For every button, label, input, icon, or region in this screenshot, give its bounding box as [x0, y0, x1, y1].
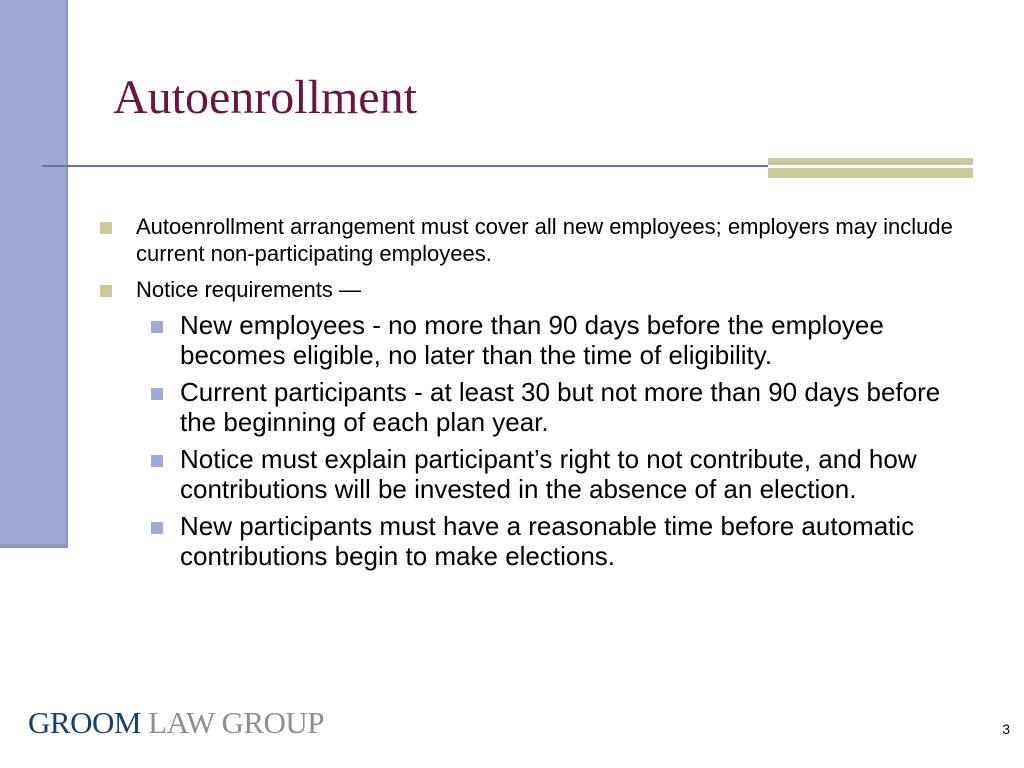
- title-divider-accent: [768, 158, 973, 178]
- square-bullet-icon: [151, 321, 163, 333]
- bullet-text: Autoenrollment arrangement must cover all new employees; employers may include current non-participating employees.: [136, 214, 953, 266]
- sub-bullet-current-participants: [96, 377, 976, 437]
- square-bullet-icon: [100, 222, 112, 234]
- square-bullet-icon: [151, 522, 163, 534]
- sub-bullet-notice-content: [96, 444, 976, 504]
- sub-bullet-new-employees: [96, 310, 976, 370]
- square-bullet-icon: [151, 455, 163, 467]
- sub-bullet-text: Current participants - at least 30 but not more than 90 days before the beginning of each plan year.: [180, 377, 941, 437]
- bullet-text: Notice requirements —: [136, 277, 361, 302]
- square-bullet-icon: [100, 285, 112, 297]
- page-number: 3: [1002, 721, 1010, 737]
- sub-bullet-text: Notice must explain participant’s right to not contribute, and how contributions will be invested in the absence of an election.: [180, 444, 917, 504]
- sub-bullet-text: New participants must have a reasonable time before automatic contributions begin to make elections.: [180, 511, 915, 571]
- bullet-notice-requirements: [96, 276, 976, 303]
- title-divider-accent-gap: [768, 165, 973, 168]
- slide-content: [96, 213, 976, 578]
- sub-bullet-new-participants: [96, 511, 976, 571]
- groom-law-group-logo: [28, 705, 324, 741]
- logo-secondary-text: LAW GROUP: [148, 705, 325, 740]
- left-decorative-band: [0, 0, 68, 546]
- square-bullet-icon: [151, 388, 163, 400]
- left-band-shadow: [0, 544, 68, 548]
- notice-sub-list: [96, 310, 976, 571]
- sub-bullet-text: New employees - no more than 90 days before the employee becomes eligible, no later than the time of eligibility.: [180, 310, 884, 370]
- slide-title: Autoenrollment: [113, 71, 417, 124]
- bullet-coverage: [96, 213, 976, 267]
- logo-primary-text: GROOM: [28, 705, 141, 740]
